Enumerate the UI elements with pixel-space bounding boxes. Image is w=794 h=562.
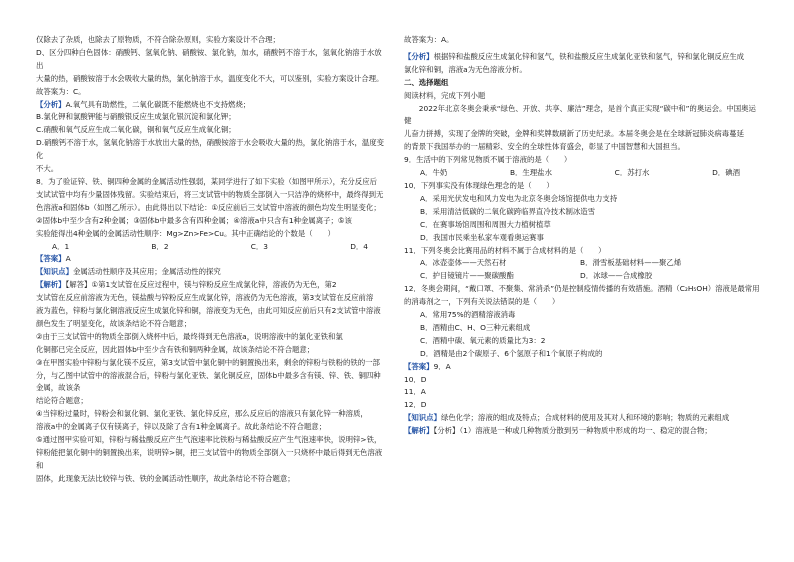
- option-b: B．滑雪板基础材料——聚乙烯: [580, 258, 682, 268]
- text-line: 锌粉能把氯化铜中的铜置换出来，说明锌>铜，把三支试管中的物质全部倒入一只烧杯中最后得到无色溶液和: [36, 448, 383, 470]
- solution-text: 【解答】①第1支试管在反应过程中，镁与锌粉反应生成氯化锌，溶液仍为无色，第2: [65, 280, 337, 290]
- text-line: ④当锌粉过量时，锌粉会和氯化铜、氯化亚铁、氯化锌反应，那么反应后的溶液只有氯化锌一种溶质，: [36, 409, 368, 419]
- option-a: A．常用75%的酒精溶液消毒: [420, 310, 516, 320]
- answer-value: 10．D: [404, 374, 427, 384]
- option-a: A．牛奶: [420, 168, 448, 178]
- option-b: B．酒精由C、H、O三种元素组成: [420, 322, 531, 332]
- text-line: B.氯化钾和氯酸钾能与硝酸银反应生成氯化银沉淀和氯化钾；: [36, 112, 236, 122]
- text-line: ③在甲图实验中锌粉与氯化镁不反应，第3支试管中氯化铜中的铜置换出来，剩余的锌粉与铁粉的铁的一部: [36, 357, 380, 367]
- right-column: [404, 34, 760, 438]
- text-line: 色溶液a和固体b（如图乙所示）。由此得出以下结论：①反应前后三支试管中溶液的颜色均发生明显变化；: [36, 202, 381, 212]
- option-b: B．2: [151, 241, 169, 251]
- solution-tag: 【解析】: [36, 280, 66, 290]
- option-c: C．在赛事场馆周围和周围大力植树植草: [420, 219, 551, 229]
- option-d: D．4: [350, 241, 368, 251]
- text-line: 分，与乙图中试管中的溶液混合后，锌粉与氯化亚铁、氯化铜反应，固体b中最多含有镁、锌、铁、铜四种金属，故该条: [36, 370, 381, 393]
- text-line: 溶液a中的金属离子仅有镁离子，锌以及除了含有1种金属离子。故此条结论不符合题意；: [36, 422, 327, 432]
- question-8-line: 8．为了验证锌、铁、铜四种金属的金属活动性强弱，某同学进行了如下实验（如图甲所示），充分反应后: [36, 176, 377, 186]
- option-a: A．采用光伏发电和风力发电为北京冬奥会场馆提供电力支持: [420, 193, 618, 203]
- analysis-tag: 【分析】: [404, 51, 434, 61]
- text-line: 氯化锌和铜，溶液a为无色溶液分析。: [404, 64, 527, 74]
- option-c: C．苏打水: [614, 168, 650, 178]
- option-b: B．采用清洁低碳的二氧化碳跨临界直冷技术制冰造雪: [420, 206, 596, 216]
- text-span: 根据锌和盐酸反应生成氯化锌和氢气，铁和盐酸反应生成氯化亚铁和氢气，锌和氯化铜反应生成: [433, 51, 744, 61]
- analysis-line: [404, 51, 760, 64]
- knowledge-tag: 【知识点】: [404, 413, 441, 423]
- text-line: 化铜都已完全反应，因此固体b中至少含有铁和铜两种金属，故该条结论不符合题意；: [36, 344, 315, 354]
- text-line: 阅读材料，完成下列小题: [404, 90, 486, 100]
- option-c: C．护目镜镜片——聚碳酸酯: [420, 271, 514, 281]
- question-11-options-row2: [404, 270, 760, 283]
- text-line: 固体，此现象无法比较锌与铁、铁的金属活动性顺序，故此条结论不符合题意；: [36, 473, 295, 483]
- knowledge-line: [36, 266, 388, 279]
- answer-value: 12．D: [404, 400, 427, 410]
- question-11-options-row1: [404, 257, 760, 270]
- text-line: 不大。: [36, 164, 59, 174]
- question-9-options: [404, 167, 760, 180]
- section-heading: 二、选择题组: [404, 77, 449, 87]
- text-line: 结论符合题意；: [36, 396, 88, 406]
- question-10-line: 10．下列事实没有体现绿色理念的是（ ）: [404, 180, 554, 190]
- option-d: D．酒精是由2个碳原子、6个氢原子和1个氧原子构成的: [420, 348, 603, 358]
- option-d: D．冰球——合成橡胶: [580, 271, 653, 281]
- text-line: ②固体b中至少含有2种金属；③固体b中最多含有四种金属；④溶液a中只含有1种金属离子；⑤该: [36, 215, 352, 225]
- option-c: C．3: [250, 241, 268, 251]
- passage-line: 2022年北京冬奥会秉承“绿色、开放、共享、廉洁”理念，是首个真正实现“碳中和”的奥运会。中国奥运健: [404, 103, 756, 126]
- solution-text: 【分析】（1）溶液是一种或几种物质分散到另一种物质中形成的均一、稳定的混合物；: [433, 426, 712, 436]
- knowledge-tag: 【知识点】: [36, 267, 73, 277]
- text-line: 大量的热，硝酸铵溶于水会吸收大量的热，氯化钠溶于水，温度变化不大，可以鉴别，实验方案设计合理。: [36, 73, 384, 83]
- option-a: A．1: [52, 241, 70, 251]
- answer-value: 9．A: [433, 361, 451, 371]
- knowledge-line: [404, 412, 760, 425]
- knowledge-text: 金属活动性顺序及其应用；金属活动性的探究: [72, 267, 221, 277]
- text-line: 的消毒剂之一，下列有关说法错误的是（ ）: [404, 297, 560, 307]
- text-line: 故答案为：A。: [404, 35, 454, 44]
- option-b: B．生理盐水: [509, 168, 552, 178]
- text-line: ②由于三支试管中的物质全部倒入烧杯中后，最终得到无色溶液a，说明溶液中的氯化亚铁和氯: [36, 331, 343, 341]
- question-11-line: 11．下列冬奥会比赛用品的材料不属于合成材料的是（ ）: [404, 245, 606, 255]
- text-line: ⑤通过图甲实验可知，锌粉与稀盐酸反应产生气泡速率比铁粉与稀盐酸反应产生气泡速率快，说明锌>铁，: [36, 435, 382, 445]
- option-d: D．碘酒: [712, 168, 740, 178]
- solution-line: [36, 279, 388, 292]
- text-span: A.氧气具有助燃性，二氧化碳既不能燃烧也不支持燃烧；: [65, 99, 251, 109]
- answer-line: [36, 253, 388, 266]
- solution-tag: 【解析】: [404, 426, 434, 436]
- answer-tag: 【答案】: [36, 254, 66, 264]
- passage-line: 儿奋力拼搏，实现了金牌的突破，金牌和奖牌数刷新了历史纪录。本届冬奥会是在全球新冠肺炎病毒蔓延: [404, 129, 744, 139]
- question-9-line: 9．生活中的下列常见物质不属于溶液的是（ ）: [404, 155, 572, 165]
- question-12-line: 12．冬奥会期间，“戴口罩、不聚集、常消杀”仍是控制疫情传播的有效措施。酒精（C₂H₅OH）溶液是最常用: [404, 284, 760, 294]
- answer-tag: 【答案】: [404, 361, 434, 371]
- text-line: 液为蓝色，锌粉与氯化铜溶液反应生成氯化锌和铜，溶液变为无色，由此可知反应前后只有2支试管中溶液: [36, 306, 381, 316]
- text-line: 仅除去了杂质，也除去了原物质，不符合除杂原则，实验方案设计不合理；: [36, 35, 280, 44]
- option-d: D．我国市民乘坐私家车观看奥运赛事: [420, 232, 544, 242]
- text-line: 支试管在反应前溶液为无色，镁盐酸与锌粉反应生成氯化锌，溶液仍为无色溶液，第3支试管在反应前溶: [36, 293, 374, 303]
- passage-line: 的背景下我国举办的一届精彩、安全的全球性体育盛会，彰显了中国智慧和大国担当。: [404, 142, 685, 152]
- question-8-options: [36, 241, 388, 254]
- analysis-line: [36, 99, 388, 112]
- answer-value: A: [65, 254, 71, 264]
- left-column: [36, 34, 388, 486]
- option-c: C．酒精中碳、氧元素的质量比为3：2: [420, 335, 546, 345]
- text-line: D、区分四种白色固体：硝酸钙、氢氧化钠、硝酸铵、氯化钠，加水，硝酸钙不溶于水，氢氧化钠溶于水放出: [36, 47, 382, 70]
- text-line: 实验能得出4种金属的金属活动性顺序：Mg>Zn>Fe>Cu。其中正确结论的个数是（ ）: [36, 228, 335, 238]
- text-line: D.硝酸钙不溶于水，氢氧化钠溶于水放出大量的热，硝酸铵溶于水会吸收大量的热，氯化钠溶于水，温度变化: [36, 138, 385, 161]
- text-line: 支试试管中均有少量固体残留。实验结束后，将三支试管中的物质全部倒入一只洁净的烧杯中，最终得到无: [36, 189, 384, 199]
- solution-line: [404, 425, 760, 438]
- text-line: 颜色发生了明显变化，故该条结论不符合题意；: [36, 318, 192, 328]
- analysis-tag: 【分析】: [36, 99, 66, 109]
- answer-line: [404, 361, 760, 374]
- text-line: 故答案为：C。: [36, 86, 86, 96]
- text-line: C.硝酸和氧气反应生成二氧化碳，铜和氧气反应生成氧化铜；: [36, 125, 236, 135]
- knowledge-text: 绿色化学；溶液的组成及特点；合成材料的使用及其对人和环境的影响；物质的元素组成: [440, 413, 730, 423]
- option-a: A．冰壶壶体——天然石材: [420, 258, 507, 268]
- answer-value: 11．A: [404, 387, 426, 397]
